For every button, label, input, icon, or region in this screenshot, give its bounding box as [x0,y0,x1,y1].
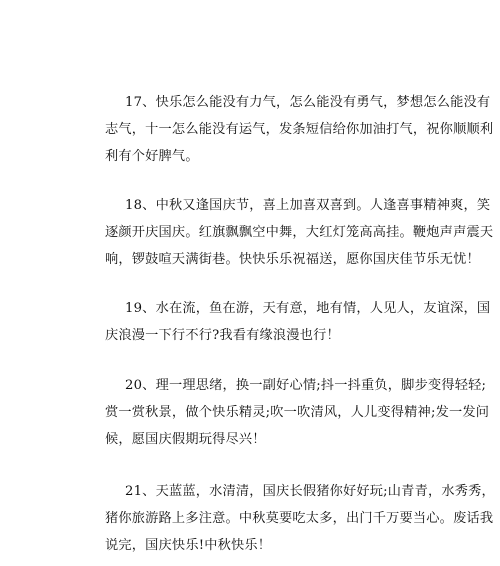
paragraph-19 [105,295,491,349]
paragraph-line: 猪你旅游路上多注意。中秋莫要吃太多，出门千万要当心。废话我 [105,511,494,526]
paragraph-line: 18、中秋又逢国庆节，喜上加喜双喜到。人逢喜事精神爽，笑 [125,198,491,213]
paragraph-line: 候，愿国庆假期玩得尽兴！ [105,432,266,447]
paragraph-line: 17、快乐怎么能没有力气，怎么能没有勇气，梦想怎么能没有 [125,95,491,110]
paragraph-line: 庆浪漫一下行不行?我看有缘浪漫也行！ [105,328,340,343]
paragraph-line: 21、天蓝蓝，水清清，国庆长假猪你好好玩;山青青，水秀秀， [125,484,495,499]
paragraph-20 [105,372,490,453]
paragraph-line: 逐颜开庆国庆。红旗飘飘空中舞，大红灯笼高高挂。鞭炮声声震天 [105,225,494,240]
paragraph-line: 响，锣鼓喧天满街巷。快快乐乐祝福送，愿你国庆佳节乐无忧！ [105,252,480,267]
paragraph-line: 赏一赏秋景，做个快乐精灵;吹一吹清风，人儿变得精神;发一发问 [105,405,490,420]
paragraph-18 [105,192,494,273]
paragraph-line: 20、理一理思绪，换一副好心情;抖一抖重负，脚步变得轻轻; [125,378,487,393]
paragraph-line: 志气，十一怎么能没有运气，发条短信给你加油打气，祝你顺顺利 [105,122,494,137]
paragraph-21 [105,478,495,559]
paragraph-line: 19、水在流，鱼在游，天有意，地有情，人见人，友谊深，国 [125,301,491,316]
paragraph-line: 利有个好脾气。 [105,149,199,164]
paragraph-17 [105,89,494,170]
paragraph-line: 说完，国庆快乐!中秋快乐！ [105,538,272,553]
